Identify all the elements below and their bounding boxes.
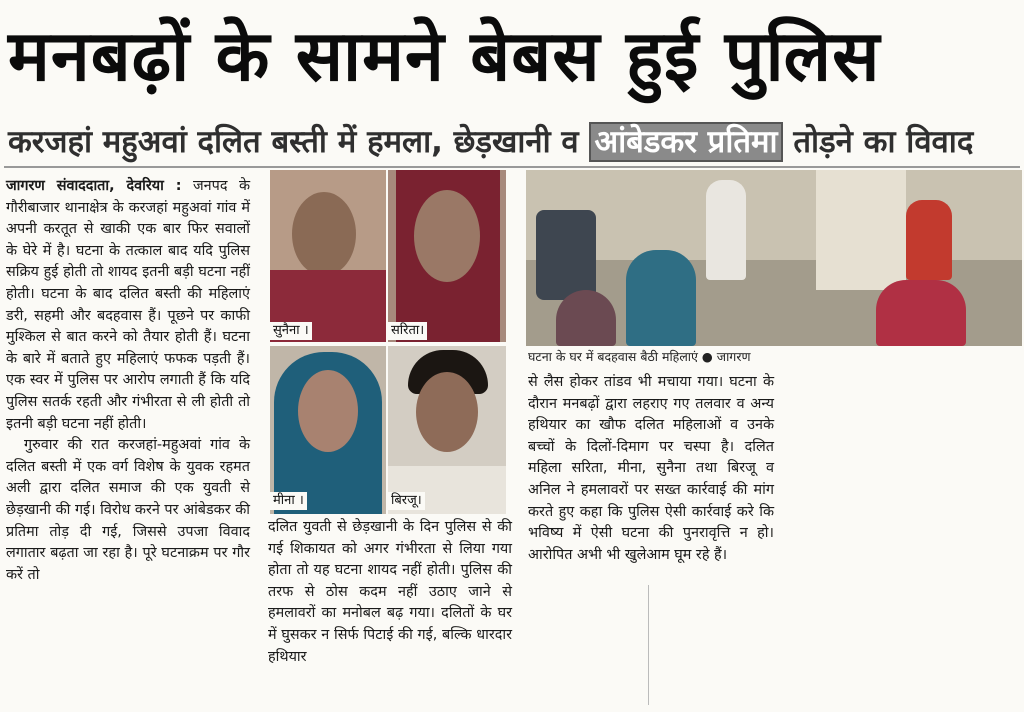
main-photo-caption: घटना के घर में बदहवास बैठी महिलाएं ● जागरण (528, 349, 751, 364)
subhead-before: करजहां महुअवां दलित बस्ती में हमला, छेड़खानी व (8, 124, 590, 160)
person-shape (626, 250, 696, 346)
face-shape (298, 370, 358, 452)
caption-birju: बिरजू। (388, 492, 425, 510)
photo-sunaina (270, 170, 386, 342)
byline: जागरण संवाददाता, देवरिया : (6, 178, 182, 194)
article-column-1 (6, 176, 250, 586)
person-shape (876, 280, 966, 346)
divider (4, 166, 1020, 168)
caption-meena: मीना । (270, 492, 307, 510)
caption-sarita: सरिता। (388, 322, 427, 340)
fold-line (648, 585, 649, 705)
face-shape (416, 372, 478, 452)
article-paragraph: गुरुवार की रात करजहां-महुअवां गांव के दलित बस्ती में एक वर्ग विशेष के युवक रहमत अली द्वारा दलित समाज की एक युवती से छेड़खानी की गई। विरोध करने पर आंबेडकर की प्रतिमा तोड़ दी गई, जिससे उपजा विवाद लगातार बढ़ता जा रहा है। पूरे घटनाक्रम पर गौर करें तो (6, 437, 250, 583)
doorway-shape (816, 170, 906, 290)
article-paragraph: दलित युवती से छेड़खानी के दिन पुलिस से की गई शिकायत को अगर गंभीरता से लिया गया होता तो यह घटना शायद नहीं होती। पुलिस की तरफ से ठोस कदम नहीं उठाए जाने से हमलावरों का मनोबल बढ़ गया। दलितों के घर में घुसकर न सिर्फ पिटाई की गई, बल्कि धारदार हथियार (268, 519, 512, 665)
person-shape (556, 290, 616, 346)
photo-meena (270, 346, 386, 514)
caption-sunaina: सुनैना । (270, 322, 312, 340)
article-paragraph (6, 176, 250, 435)
article-column-2 (268, 517, 512, 668)
headline: मनबढ़ों के सामने बेबस हुई पुलिस (8, 15, 881, 97)
photo-sarita (388, 170, 506, 342)
article-paragraph: से लैस होकर तांडव भी मचाया गया। घटना के दौरान मनबढ़ों द्वारा लहराए गए तलवार व अन्य हथियार का खौफ दलित महिलाओं व उनके बच्चों के दिलों-दिमाग पर चस्पा है। दलित महिला सरिता, मीना, सुनैना तथा बिरजू व अनिल ने हमलावरों पर सख्त कार्रवाई की मांग करते हुए कहा कि पुलिस ऐसी कार्रवाई करे कि भविष्य में ऐसी घटना की पुनरावृत्ति न हो। आरोपित अभी भी खुलेआम घूम रहे हैं। (528, 374, 774, 563)
subhead-highlight: आंबेडकर प्रतिमा (589, 122, 782, 162)
person-shape (706, 180, 746, 280)
article-column-3 (528, 372, 774, 566)
main-photo (526, 170, 1022, 346)
subheadline (8, 120, 1020, 164)
chair-shape (536, 210, 596, 300)
subhead-after: तोड़ने का विवाद (782, 124, 974, 160)
face-shape (292, 192, 356, 276)
photo-birju (388, 346, 506, 514)
face-shape (414, 190, 480, 282)
paragraph-text: जनपद के गौरीबाजार थानाक्षेत्र के करजहां महुअवां गांव में अपनी करतूत से खाकी एक बार फिर सवालों के घेरे में है। घटना के तत्काल बाद यदि पुलिस सक्रिय हुई होती तो शायद इतनी बड़ी घटना नहीं होती। घटना के बाद दलित बस्ती की महिलाएं डरी, सहमी और बदहवास हैं। पूछने पर काफी मुश्किल से बात करने को तैयार होती हैं। घटना के बारे में बताते हुए महिलाएं फफक पड़ती हैं। एक स्वर में पुलिस पर आरोप लगाती हैं कि यदि पुलिस सतर्क रहती और गंभीरता से ली होती तो इतनी बड़ी घटना नहीं होती। (6, 178, 250, 432)
person-shape (906, 200, 952, 280)
